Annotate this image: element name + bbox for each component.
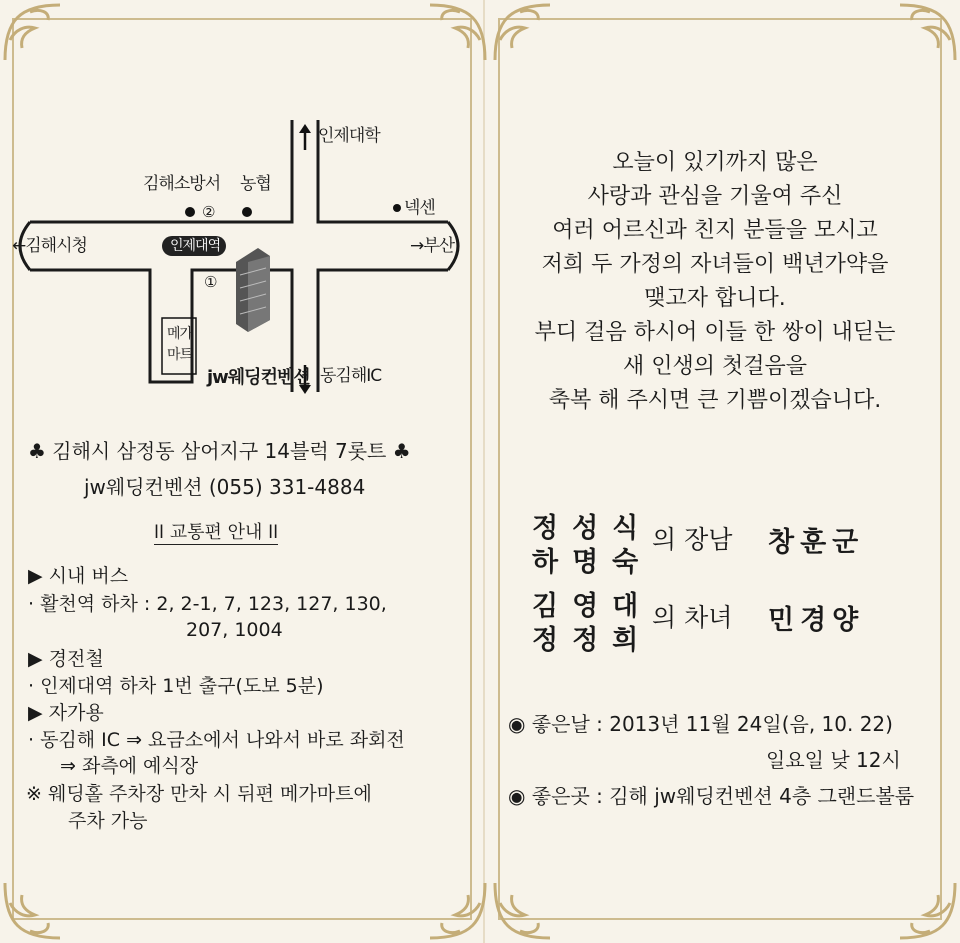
bride-mother-name: 정정희 [532, 625, 653, 656]
ornament-icon [420, 873, 490, 943]
map-label-mega-mart: 메가 마트 [167, 326, 193, 363]
wedding-time: 일요일 낮 12시 [766, 748, 901, 772]
car-line-1: · 동김해 IC ⇒ 요금소에서 나와서 바로 좌회전 [28, 729, 405, 751]
parking-note-2: 주차 가능 [68, 810, 148, 832]
map-label-busan: →부산 [410, 236, 455, 256]
groom-relation: 의 장남 [652, 525, 733, 554]
location-map [0, 0, 490, 420]
arrow-right-icon: → [410, 236, 424, 256]
bride-father-name: 김영대 [532, 591, 653, 622]
wedding-date: ◉ 좋은날 : 2013년 11월 24일(음, 10. 22) [508, 712, 893, 736]
map-label-nonghyup: 농협 [240, 174, 271, 194]
parking-note-1: ※ 웨딩홀 주차장 만차 시 뒤편 메가마트에 [26, 783, 372, 805]
ornament-icon [490, 0, 560, 70]
bride-name: 민경양 [768, 605, 865, 636]
ornament-icon [490, 873, 560, 943]
bus-line-2: 207, 1004 [186, 619, 283, 641]
invitation-line: 오늘이 있기까지 많은 [612, 150, 818, 175]
invitation-text [500, 146, 930, 418]
map-marker-1: ① [204, 273, 217, 291]
map-marker-2: ② [202, 203, 215, 221]
invitation-line: 여러 어르신과 친지 분들을 모시고 [552, 218, 878, 243]
map-label-nexen: 넥센 [404, 198, 435, 218]
venue-phone: jw웨딩컨벤션 (055) 331-4884 [84, 475, 366, 499]
map-label-venue: jw웨딩컨벤션 [207, 367, 310, 388]
ornament-icon [0, 873, 70, 943]
groom-father-name: 정성식 [532, 513, 653, 544]
car-line-2: ⇒ 좌측에 예식장 [60, 755, 199, 777]
invitation-line: 사랑과 관심을 기울여 주신 [587, 184, 843, 209]
invitation-line: 저희 두 가정의 자녀들이 백년가약을 [541, 252, 889, 277]
map-label-inje-univ: 인제대학 [318, 126, 380, 146]
invitation-line: 맺고자 합니다. [644, 286, 786, 311]
map-label-fire-station: 김해소방서 [143, 174, 221, 194]
wedding-place: ◉ 좋은곳 : 김해 jw웨딩컨벤션 4층 그랜드볼룸 [508, 784, 915, 808]
bus-line-1: · 활천역 하차 : 2, 2-1, 7, 123, 127, 130, [28, 593, 387, 615]
bus-heading: ▶ 시내 버스 [28, 565, 129, 587]
invitation-line: 축복 해 주시면 큰 기쁨이겠습니다. [548, 388, 882, 413]
ornament-icon [890, 0, 960, 70]
rail-heading: ▶ 경전철 [28, 648, 104, 670]
arrow-left-icon: ← [12, 236, 26, 256]
car-heading: ▶ 자가용 [28, 702, 104, 724]
map-label-gimhae-city: ←김해시청 [12, 236, 87, 256]
groom-name: 창훈군 [768, 527, 865, 558]
map-label-east-ic: 동김해IC [320, 366, 382, 386]
rail-line: · 인제대역 하차 1번 출구(도보 5분) [28, 675, 324, 697]
invitation-line: 새 인생의 첫걸음을 [622, 354, 807, 379]
address-line: ♣ 김해시 삼정동 삼어지구 14블럭 7롯트 ♣ [28, 439, 411, 463]
invitation-line: 부디 걸음 하시어 이들 한 쌍이 내딛는 [534, 320, 896, 345]
bride-relation: 의 차녀 [652, 603, 733, 632]
ornament-icon [890, 873, 960, 943]
transport-title: ll 교통편 안내 ll [154, 522, 279, 543]
groom-mother-name: 하명숙 [532, 547, 653, 578]
map-label-station: 인제대역 [170, 238, 221, 254]
